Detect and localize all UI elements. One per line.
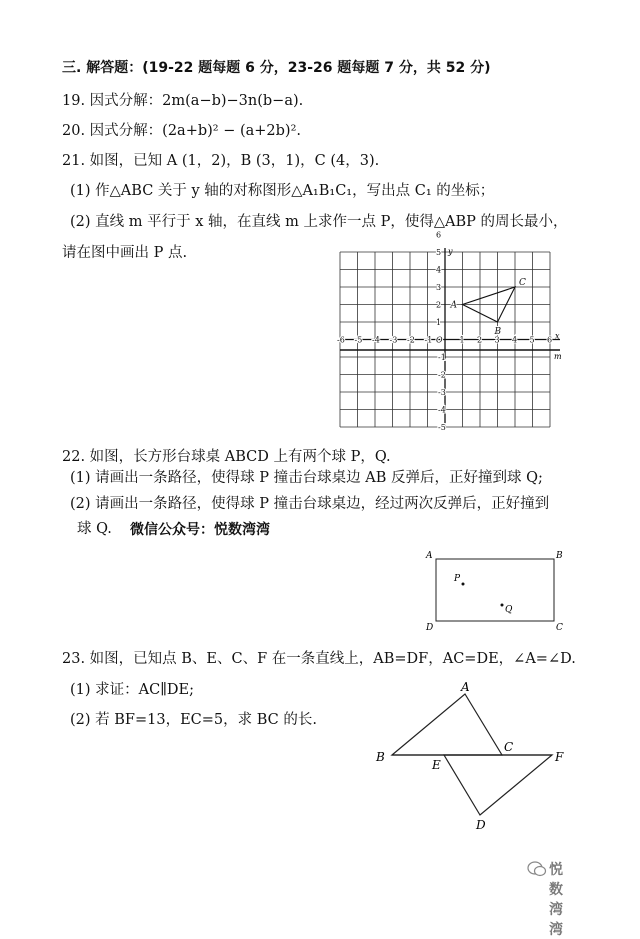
x-tick-label: 1 [459,335,465,345]
x-tick-label: -6 [337,335,345,345]
corner-A: A [426,551,433,561]
question-21-stem: 21. 如图，已知 A (1，2)，B (3，1)，C (4，3). [62,153,380,169]
label-C: C [504,740,514,754]
label-E: E [432,758,441,772]
x-tick-label: O [436,335,443,345]
triangles-figure [372,682,572,832]
question-22-part2b: 球 Q. [77,521,112,537]
ball-Q [501,604,504,607]
y-tick-label: 3 [436,283,442,292]
y-tick-label: 5 [436,248,442,257]
y-tick-label: -1 [438,353,446,362]
corner-D: D [426,623,434,633]
question-22-part2a: (2) 请画出一条路径，使得球 P 撞击台球桌边，经过两次反弹后，正好撞到 [70,496,550,512]
ball-P [462,583,465,586]
question-21-part2a: (2) 直线 m 平行于 x 轴，在直线 m 上求作一点 P，使得△ABP 的周长最小， [70,214,568,230]
table-rectangle [436,559,554,621]
ball-P-label: P [454,574,461,584]
y-tick-label: -2 [438,370,446,380]
question-20: 20. 因式分解：(2a+b)² − (a+2b)². [62,123,302,139]
triangle-DEF [444,755,552,815]
wechat-logo-icon [527,860,547,878]
question-23-part2: (2) 若 BF=13，EC=5，求 BC 的长. [70,712,317,728]
label-B: B [376,750,385,764]
x-tick-label: -2 [407,335,415,345]
label-F: F [555,750,564,764]
corner-B: B [556,551,563,561]
question-22-part1: (1) 请画出一条路径，使得球 P 撞击台球桌边 AB 反弹后，正好撞到球 Q; [70,470,543,486]
x-tick-label: -3 [389,335,398,345]
y-tick-label: 4 [436,265,442,275]
x-tick-label: 5 [529,335,535,345]
question-21-part1: (1) 作△ABC 关于 y 轴的对称图形△A₁B₁C₁，写出点 C₁ 的坐标； [70,183,495,199]
x-tick-label: 4 [512,335,518,345]
corner-C: C [556,623,563,633]
point-A-label: A [450,300,457,311]
x-axis-label: x [555,331,560,341]
question-19: 19. 因式分解：2m(a−b)−3n(b−a). [62,93,304,109]
y-tick-label: -4 [438,405,446,415]
question-23-part1: (1) 求证：AC∥DE; [70,682,195,698]
y-tick-label: -5 [438,423,446,432]
x-tick-label: -1 [424,335,433,345]
question-22-stem: 22. 如图，长方形台球桌 ABCD 上有两个球 P，Q. [62,449,391,465]
footer-watermark-text: 悦数湾湾 [549,862,563,938]
y-axis-label: y [448,247,453,256]
ball-Q-label: Q [505,605,513,615]
y-tick-label: 2 [436,300,442,310]
question-21-part2b: 请在图中画出 P 点. [62,245,188,261]
x-tick-label: 6 [547,335,553,345]
point-B-label: B [494,327,502,337]
coordinate-grid-figure [332,230,562,444]
question-23-stem: 23. 如图，已知点 B、E、C、F 在一条直线上，AB=DF，AC=DE，∠A=∠D. [62,651,576,667]
section-heading: 三. 解答题：(19-22 题每题 6 分，23-26 题每题 7 分，共 52 分) [62,60,491,76]
x-tick-label: -5 [354,335,363,345]
label-A: A [461,680,470,694]
y-tick-label: 6 [436,230,442,240]
x-tick-label: 2 [477,335,483,345]
x-tick-label: 3 [494,335,500,345]
x-tick-label: -4 [372,335,380,345]
billiard-table-figure [422,546,572,636]
line-m-label: m [554,352,562,361]
triangle-ABC [392,694,502,755]
label-D: D [476,818,486,832]
wechat-watermark: 微信公众号：悦数湾湾 [130,522,270,538]
y-tick-label: -3 [438,388,446,397]
point-C-label: C [519,278,526,288]
y-tick-label: 1 [436,318,442,327]
